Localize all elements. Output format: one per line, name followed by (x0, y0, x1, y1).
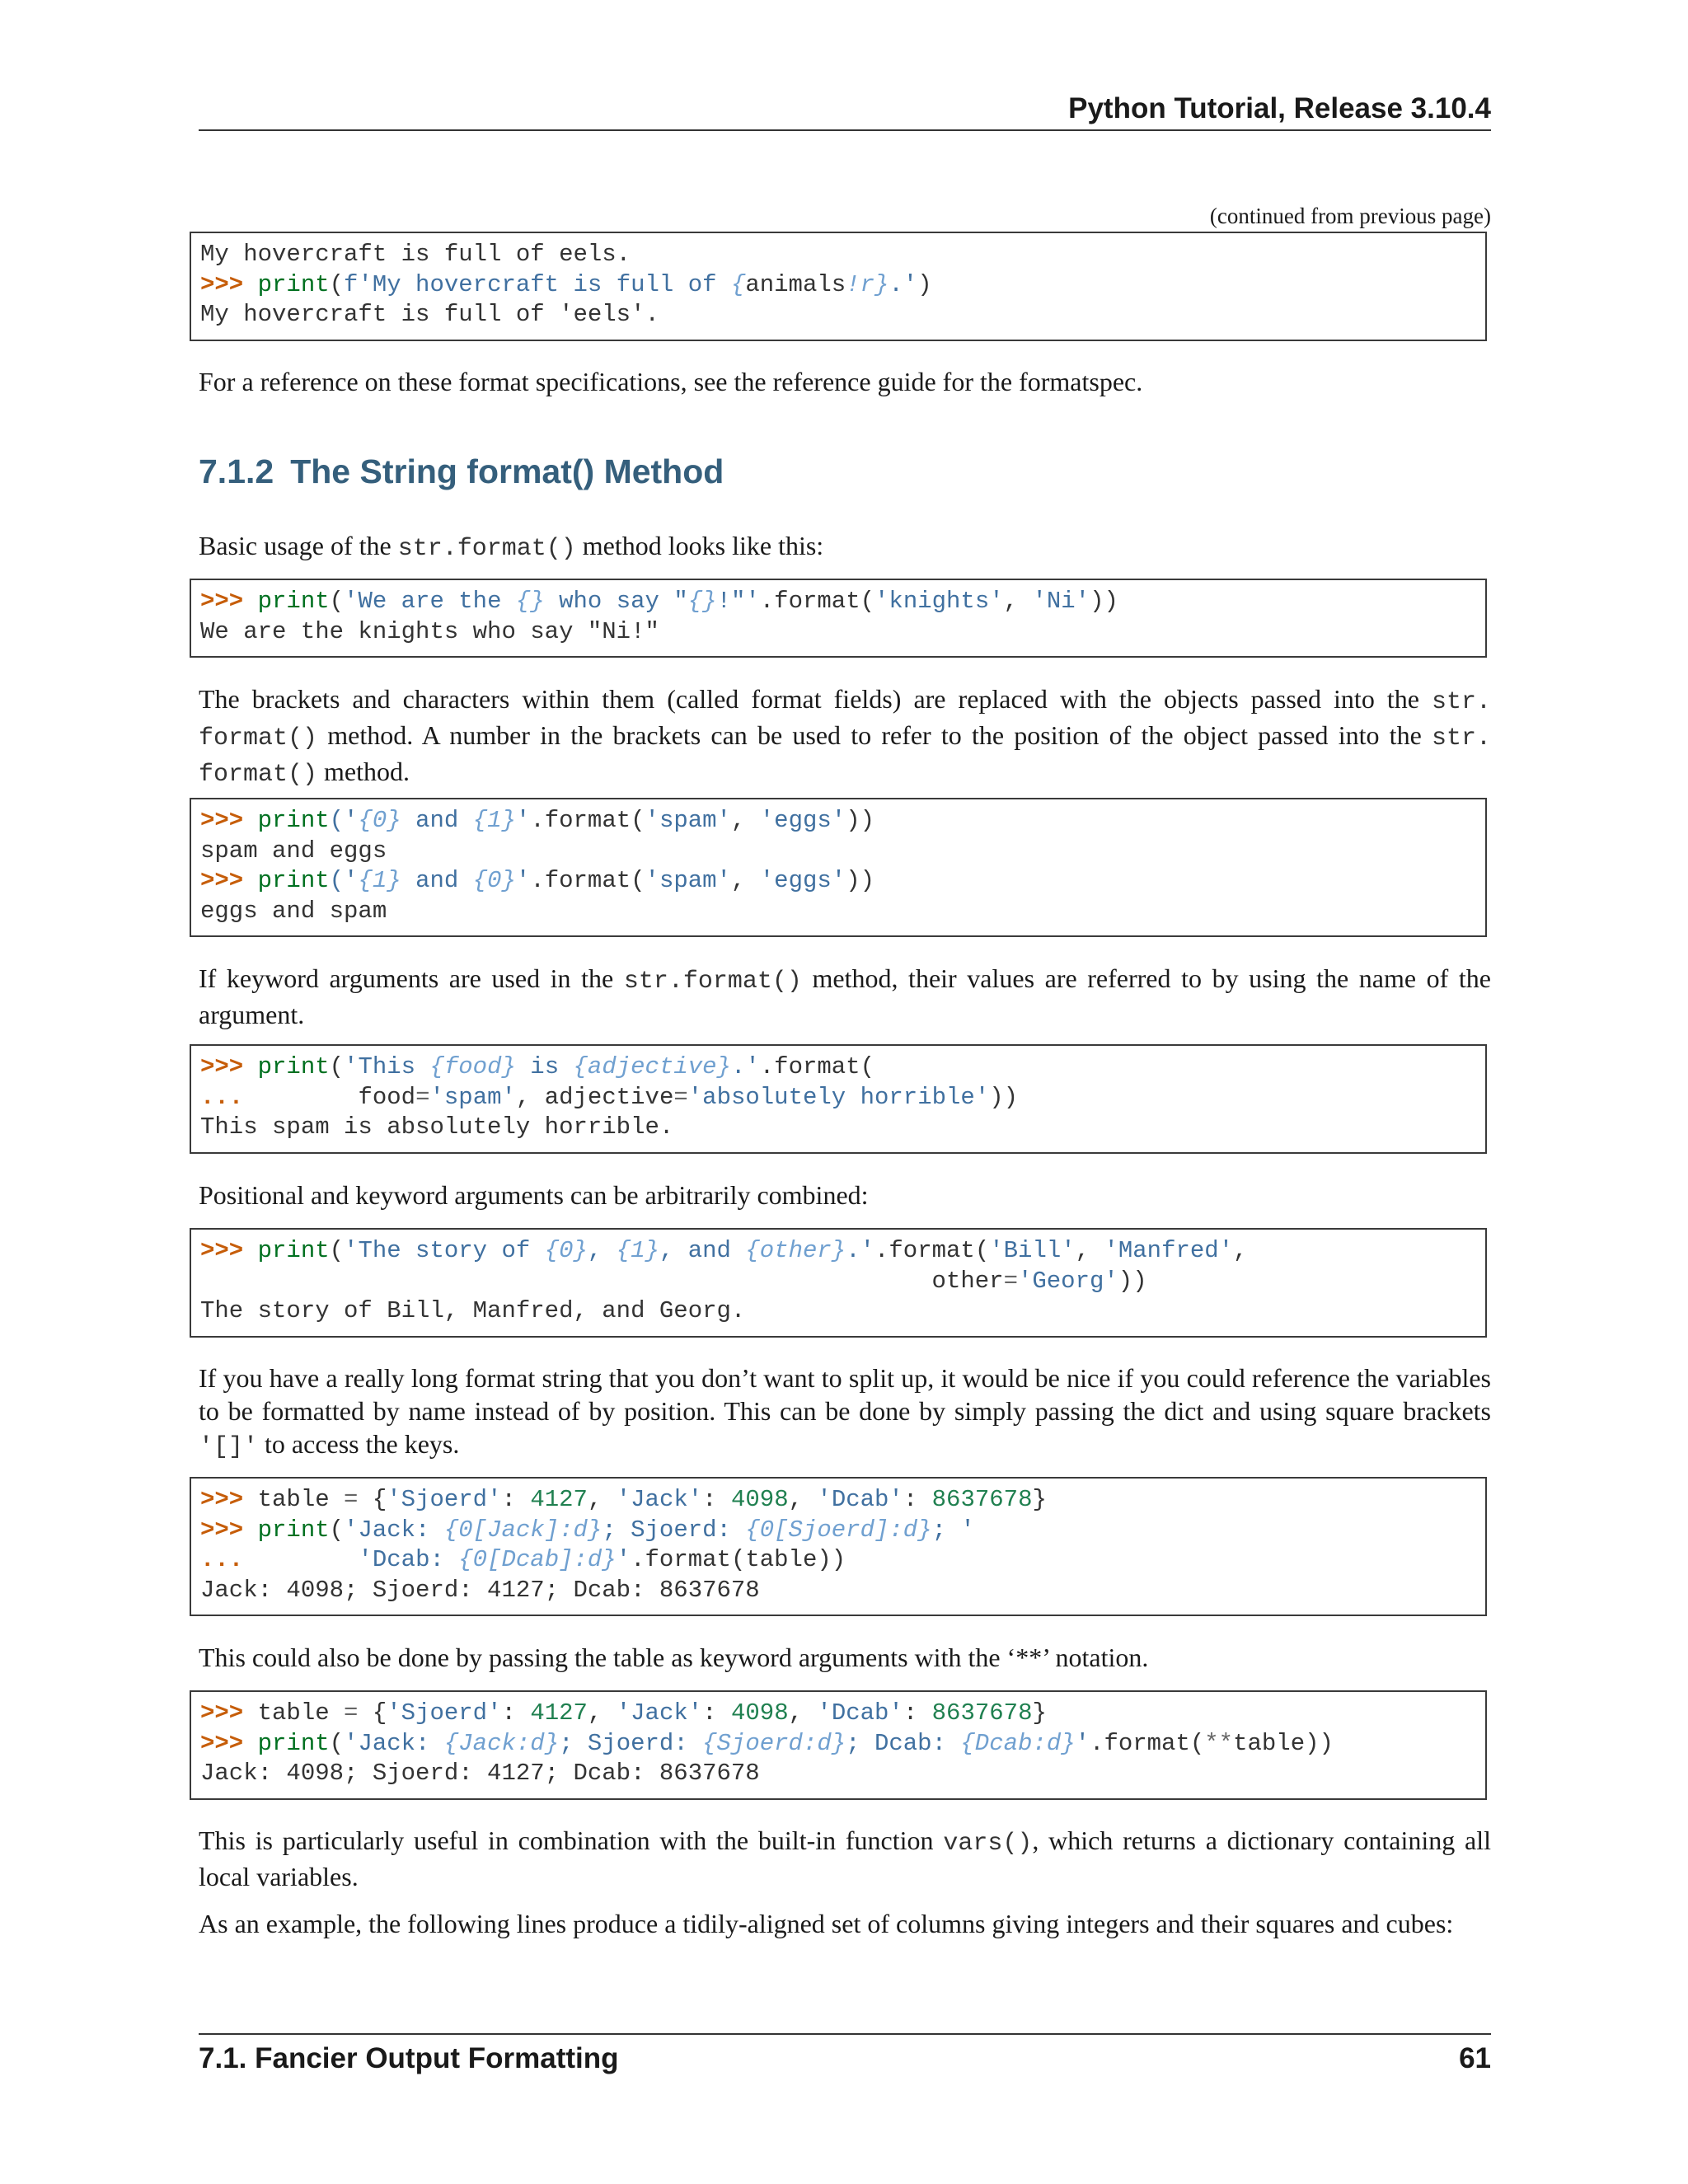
code-block-table-index[interactable] (190, 1477, 1487, 1616)
code-input-line: >>> print('We are the {} who say "{}!"'.format('knights', 'Ni')) (200, 588, 1118, 615)
code-output-line: The story of Bill, Manfred, and Georg. (200, 1297, 746, 1324)
code-block-knights[interactable] (190, 579, 1487, 658)
paragraph-long-format: If you have a really long format string that you don’t want to split up, it would be nice if you could reference the variables to be formatted by name instead of by position. This can be done by simply passing the dict and using square brackets '[]' to access the keys. (199, 1363, 1491, 1461)
document-page (199, 0, 1491, 2184)
code-output-line: This spam is absolutely horrible. (200, 1113, 674, 1141)
code-output-line: My hovercraft is full of eels. (200, 241, 631, 268)
code-input-line: >>> print('Jack: {0[Jack]:d}; Sjoerd: {0[Sjoerd]:d}; ' (200, 1516, 975, 1544)
code-block-spam-eggs[interactable] (190, 798, 1487, 937)
paragraph-keyword-args: If keyword arguments are used in the str.format() method, their values are referred to by using the name of the argument. (199, 963, 1492, 1029)
running-header: Python Tutorial, Release 3.10.4 (1068, 92, 1491, 124)
code-input-line: >>> table = {'Sjoerd': 4127, 'Jack': 4098, 'Dcab': 8637678} (200, 1486, 1047, 1513)
code-continuation-line: ... 'Dcab: {0[Dcab]:d}'.format(table)) (200, 1546, 846, 1573)
footer-section-title: 7.1. Fancier Output Formatting (199, 2042, 619, 2074)
code-input-line: >>> print(f'My hovercraft is full of {animals!r}.') (200, 270, 932, 298)
paragraph-basic-usage: Basic usage of the str.format() method looks like this: (199, 531, 824, 563)
code-output-line: Jack: 4098; Sjoerd: 4127; Dcab: 8637678 (200, 1760, 760, 1787)
paragraph-example: As an example, the following lines produce a tidily-aligned set of columns giving integers and their squares and cubes: (199, 1909, 1454, 1938)
paragraph-formatspec: For a reference on these format specifications, see the reference guide for the formatspec. (199, 367, 1143, 396)
footer-rule (199, 2033, 1491, 2035)
code-output-line: My hovercraft is full of 'eels'. (200, 301, 659, 328)
code-output-line: We are the knights who say "Ni!" (200, 617, 659, 645)
paragraph-kwargs: This could also be done by passing the table as keyword arguments with the ‘**’ notation. (199, 1643, 1149, 1672)
code-continuation-line: ... food='spam', adjective='absolutely horrible')) (200, 1083, 1019, 1111)
paragraph-combined: Positional and keyword arguments can be arbitrarily combined: (199, 1180, 869, 1210)
code-output-line: eggs and spam (200, 897, 387, 925)
code-input-line: >>> print('Jack: {Jack:d}; Sjoerd: {Sjoerd:d}; Dcab: {Dcab:d}'.format(**table)) (200, 1729, 1334, 1757)
code-block-story[interactable] (190, 1228, 1487, 1338)
paragraph-vars: This is particularly useful in combination with the built-in function vars(), which returns a dictionary containing all local variables. (199, 1825, 1492, 1891)
code-continuation-line: other='Georg')) (931, 1267, 1147, 1295)
code-input-line: >>> print('This {food} is {adjective}.'.format( (200, 1053, 874, 1080)
code-output-line: Jack: 4098; Sjoerd: 4127; Dcab: 8637678 (200, 1576, 760, 1604)
code-block-hovercraft[interactable] (190, 232, 1487, 341)
continued-note: (continued from previous page) (1209, 204, 1491, 228)
header-rule (199, 129, 1491, 131)
code-input-line: >>> print('The story of {0}, {1}, and {other}.'.format('Bill', 'Manfred', (200, 1237, 1248, 1264)
code-input-line: >>> table = {'Sjoerd': 4127, 'Jack': 4098, 'Dcab': 8637678} (200, 1699, 1047, 1727)
code-input-line: >>> print('{0} and {1}'.format('spam', 'eggs')) (200, 807, 875, 834)
code-input-line: >>> print('{1} and {0}'.format('spam', 'eggs')) (200, 867, 875, 894)
page-number: 61 (1459, 2042, 1491, 2074)
code-block-table-kwargs[interactable] (190, 1690, 1487, 1800)
code-output-line: spam and eggs (200, 837, 387, 865)
paragraph-brackets: The brackets and characters within them (called format fields) are replaced with the objects passed into the str. format() method. A number in the brackets can be used to refer to the position of the object passed into the str. format() method. (199, 684, 1491, 789)
code-block-food[interactable] (190, 1044, 1487, 1154)
section-heading: 7.1.2 The String format() Method (199, 452, 724, 490)
